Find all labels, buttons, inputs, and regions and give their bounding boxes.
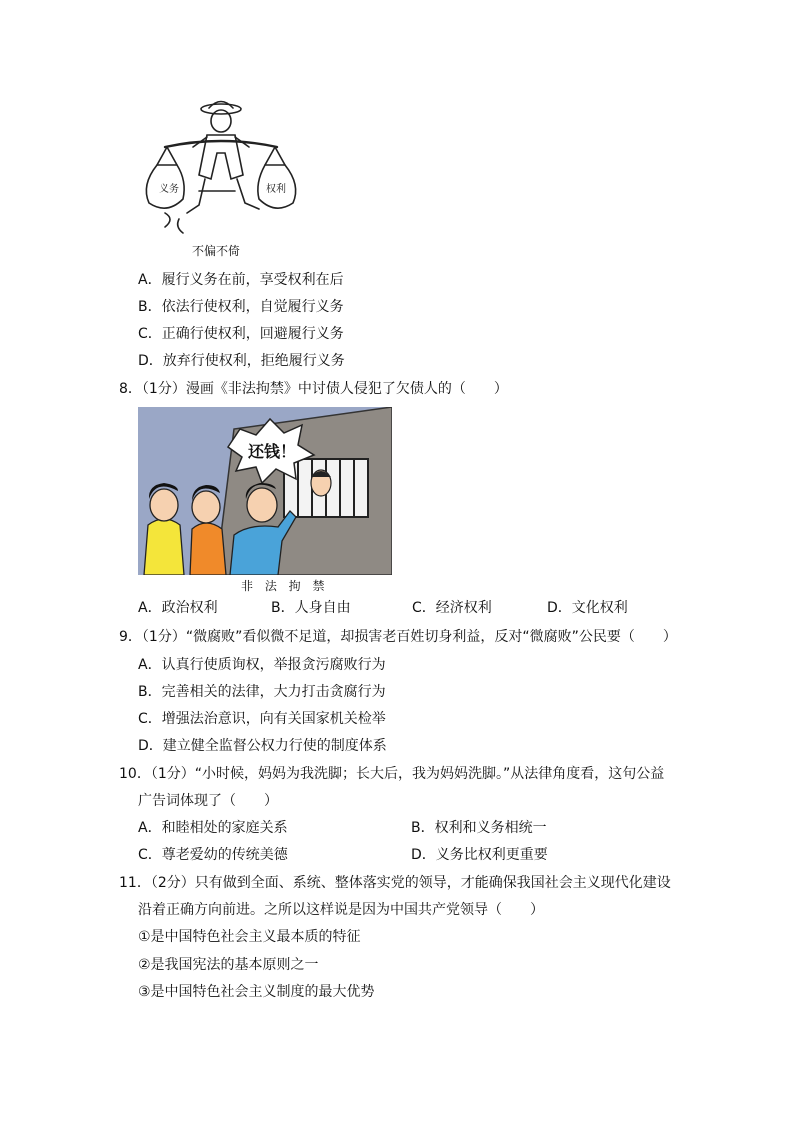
q8-option-c: C．经济权利 — [412, 600, 492, 616]
illegal-detention-cartoon — [138, 407, 392, 575]
q8-option-d: D．文化权利 — [547, 600, 628, 616]
cartoon1-caption: 不偏不倚 — [192, 244, 241, 258]
cartoon2-caption: 非 法 拘 禁 — [241, 579, 329, 593]
q10-stem-line2: 广告词体现了（ ） — [138, 793, 278, 809]
q10-option-b: B．权利和义务相统一 — [411, 820, 547, 836]
q7-option-d: D．放弃行使权利，拒绝履行义务 — [138, 353, 345, 369]
q11-item-2: ②是我国宪法的基本原则之一 — [138, 957, 319, 973]
right-bag-label: 权利 — [266, 184, 286, 195]
q11-item-1: ①是中国特色社会主义最本质的特征 — [138, 929, 361, 945]
q10-option-c: C．尊老爱幼的传统美德 — [138, 847, 288, 863]
q10-stem-line1: 10．（1分）“小时候，妈妈为我洗脚；长大后，我为妈妈洗脚。”从法律角度看，这句公益 — [119, 766, 665, 782]
q11-stem-line1: 11．（2分）只有做到全面、系统、整体落实党的领导，才能确保我国社会主义现代化建设 — [119, 875, 671, 891]
q8-option-a: A．政治权利 — [138, 600, 218, 616]
balance-cartoon-illustration — [135, 95, 305, 240]
q9-option-b: B．完善相关的法律，大力打击贪腐行为 — [138, 684, 386, 700]
q9-option-c: C．增强法治意识，向有关国家机关检举 — [138, 711, 386, 727]
q8-stem: 8．（1分）漫画《非法拘禁》中讨债人侵犯了欠债人的（ ） — [119, 381, 508, 397]
q7-option-b: B．依法行使权利，自觉履行义务 — [138, 299, 344, 315]
q7-option-a: A．履行义务在前，享受权利在后 — [138, 272, 344, 288]
q7-option-c: C．正确行使权利，回避履行义务 — [138, 326, 344, 342]
q10-option-d: D．义务比权利更重要 — [411, 847, 548, 863]
q11-item-3: ③是中国特色社会主义制度的最大优势 — [138, 984, 375, 1000]
q10-option-a: A．和睦相处的家庭关系 — [138, 820, 288, 836]
q9-option-a: A．认真行使质询权，举报贪污腐败行为 — [138, 657, 386, 673]
q11-stem-line2: 沿着正确方向前进。之所以这样说是因为中国共产党领导（ ） — [138, 902, 544, 918]
speech-bubble-text: 还钱！ — [248, 442, 297, 461]
left-bag-label: 义务 — [159, 184, 179, 195]
q9-stem: 9．（1分）“微腐败”看似微不足道，却损害老百姓切身利益，反对“微腐败”公民要（ ） — [119, 629, 677, 645]
q8-option-b: B．人身自由 — [271, 600, 351, 616]
q9-option-d: D．建立健全监督公权力行使的制度体系 — [138, 738, 387, 754]
